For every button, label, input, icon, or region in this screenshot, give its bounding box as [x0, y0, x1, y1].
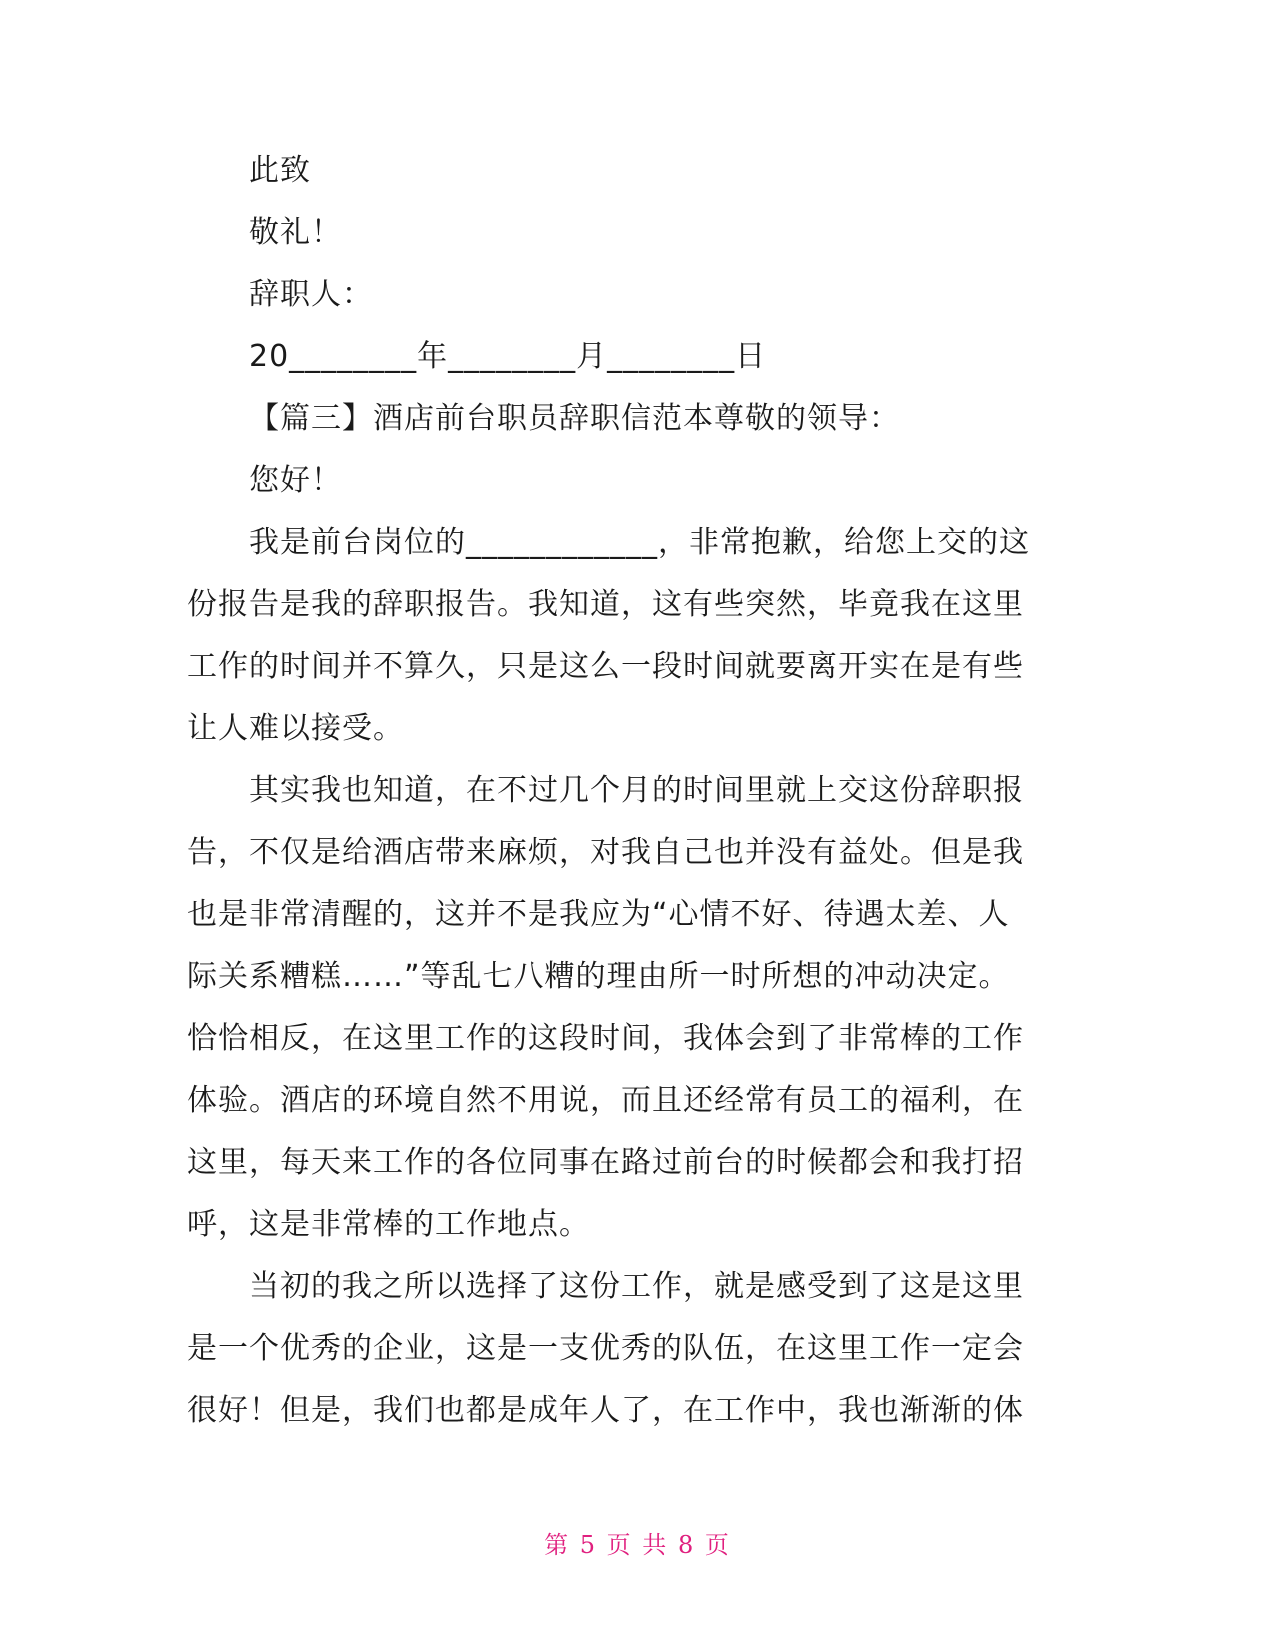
greeting-line: 您好！	[249, 463, 342, 498]
paragraph-row: 很好！但是，我们也都是成年人了，在工作中，我也渐渐的体	[187, 1393, 1024, 1428]
paragraph-row: 是一个优秀的企业，这是一支优秀的队伍，在这里工作一定会	[187, 1331, 1024, 1366]
paragraph-row: 体验。酒店的环境自然不用说，而且还经常有员工的福利，在	[187, 1083, 1024, 1118]
paragraph-row: 也是非常清醒的，这并不是我应为“心情不好、待遇太差、人	[187, 897, 1010, 932]
paragraph-1	[187, 512, 1077, 760]
paragraph-row: 这里，每天来工作的各位同事在路过前台的时候都会和我打招	[187, 1145, 1024, 1180]
paragraph-row: 当初的我之所以选择了这份工作，就是感受到了这是这里	[249, 1269, 1024, 1304]
document-body	[187, 140, 1077, 1442]
paragraph-3	[187, 1256, 1077, 1442]
closing-line: 此致	[249, 153, 311, 188]
paragraph-row: 呼，这是非常棒的工作地点。	[187, 1207, 590, 1242]
paragraph-row: 份报告是我的辞职报告。我知道，这有些突然，毕竟我在这里	[187, 587, 1024, 622]
paragraph-row: 恰恰相反，在这里工作的这段时间，我体会到了非常棒的工作	[187, 1021, 1024, 1056]
paragraph-row: 告，不仅是给酒店带来麻烦，对我自己也并没有益处。但是我	[187, 835, 1024, 870]
paragraph-row: 际关系糟糕……”等乱七八糟的理由所一时所想的冲动决定。	[187, 959, 1010, 994]
paragraph-row: 让人难以接受。	[187, 711, 404, 746]
paragraph-2	[187, 760, 1077, 1256]
section-heading: 【篇三】酒店前台职员辞职信范本尊敬的领导：	[249, 401, 900, 436]
paragraph-row: 其实我也知道，在不过几个月的时间里就上交这份辞职报	[249, 773, 1024, 808]
signer-line: 辞职人：	[249, 277, 373, 312]
date-line: 20________年________月________日	[249, 339, 767, 374]
paragraph-row: 工作的时间并不算久，只是这么一段时间就要离开实在是有些	[187, 649, 1024, 684]
page-number-footer: 第 5 页 共 8 页	[544, 1531, 731, 1559]
salutation-line: 敬礼！	[249, 215, 342, 250]
paragraph-row: 我是前台岗位的____________，非常抱歉，给您上交的这	[249, 525, 1030, 560]
